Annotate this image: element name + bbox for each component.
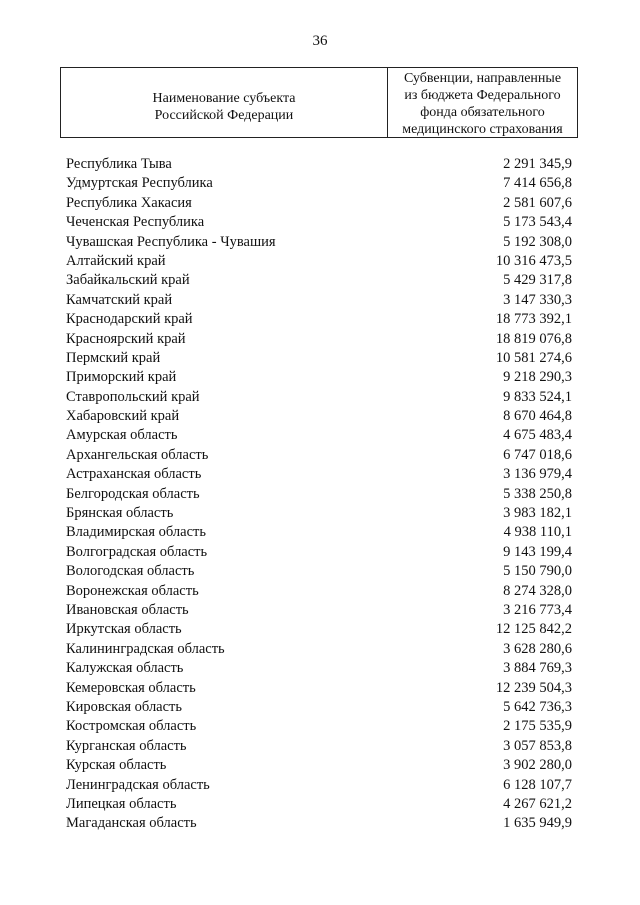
table-header — [60, 67, 578, 138]
table-row — [66, 640, 572, 659]
subvention-value: 10 581 274,6 — [495, 349, 572, 366]
table-row — [66, 310, 572, 329]
subvention-value: 18 773 392,1 — [495, 311, 572, 328]
header-region-label: Наименование субъекта Российской Федерации — [152, 90, 296, 123]
table-row — [66, 679, 572, 698]
subvention-value: 5 173 543,4 — [503, 214, 572, 231]
table-row — [66, 407, 572, 426]
table-row — [66, 698, 572, 717]
region-name: Калужская область — [66, 660, 184, 677]
subvention-value: 8 670 464,8 — [503, 408, 572, 425]
region-name: Вологодская область — [66, 563, 195, 580]
subvention-value: 3 902 280,0 — [503, 757, 572, 774]
subvention-value: 5 642 736,3 — [503, 698, 572, 715]
region-name: Приморский край — [66, 369, 177, 386]
table-row — [66, 330, 572, 349]
region-name: Амурская область — [66, 427, 178, 444]
table-row — [66, 194, 572, 213]
subvention-value: 18 819 076,8 — [495, 330, 572, 347]
table-row — [66, 271, 572, 290]
page-number: 36 — [312, 33, 328, 49]
table-row — [66, 620, 572, 639]
table-row — [66, 155, 572, 174]
region-name: Краснодарский край — [66, 311, 193, 328]
region-name: Калининградская область — [66, 640, 225, 657]
subvention-value: 2 291 345,9 — [503, 156, 572, 172]
table-row — [66, 426, 572, 445]
region-name: Ленинградская область — [66, 776, 210, 793]
table-row — [66, 174, 572, 193]
region-name: Курганская область — [66, 737, 187, 754]
region-name: Кемеровская область — [66, 679, 196, 696]
table-row — [66, 523, 572, 542]
region-name: Липецкая область — [66, 795, 177, 812]
table-row — [66, 465, 572, 484]
header-region-column — [61, 68, 388, 137]
region-name: Камчатский край — [66, 291, 173, 308]
table-row — [66, 543, 572, 562]
subvention-value: 3 884 769,3 — [503, 660, 572, 677]
region-name: Белгородская область — [66, 485, 200, 502]
subvention-value: 2 581 607,6 — [503, 194, 572, 211]
region-name: Удмуртская Республика — [66, 175, 213, 192]
table-row — [66, 737, 572, 756]
subvention-value: 6 747 018,6 — [503, 446, 572, 463]
region-name: Архангельская область — [66, 446, 209, 463]
subvention-value: 5 338 250,8 — [503, 485, 572, 502]
header-subvention-label: Субвенции, направленные из бюджета Федерального фонда обязательного медицинского страхования — [402, 70, 563, 137]
table-row — [66, 252, 572, 271]
subvention-value: 4 675 483,4 — [503, 427, 572, 444]
subvention-value: 1 635 949,9 — [503, 815, 572, 832]
table-row — [66, 582, 572, 601]
table-row — [66, 756, 572, 775]
table-row — [66, 388, 572, 407]
region-name: Владимирская область — [66, 524, 206, 541]
table-row — [66, 233, 572, 252]
table-row — [66, 504, 572, 523]
region-name: Иркутская область — [66, 621, 182, 638]
region-name: Хабаровский край — [66, 408, 180, 425]
table-row — [66, 213, 572, 232]
subvention-value: 9 218 290,3 — [503, 369, 572, 386]
subvention-value: 3 147 330,3 — [503, 291, 572, 308]
region-name: Ставропольский край — [66, 388, 200, 405]
subvention-value: 5 429 317,8 — [503, 272, 572, 289]
region-name: Кировская область — [66, 698, 183, 715]
subvention-value: 3 136 979,4 — [503, 466, 572, 483]
subvention-value: 5 150 790,0 — [503, 563, 572, 580]
table-row — [66, 349, 572, 368]
region-name: Астраханская область — [66, 466, 202, 483]
region-name: Красноярский край — [66, 330, 186, 347]
region-name: Чеченская Республика — [66, 214, 205, 231]
table-row — [66, 562, 572, 581]
region-name: Алтайский край — [66, 252, 166, 269]
table-row — [66, 717, 572, 736]
subvention-value: 4 938 110,1 — [503, 524, 572, 541]
subvention-value: 6 128 107,7 — [503, 776, 572, 793]
region-name: Республика Хакасия — [66, 194, 192, 211]
region-name: Костромская область — [66, 718, 197, 735]
table-row — [66, 368, 572, 387]
subvention-value: 9 143 199,4 — [503, 543, 572, 560]
region-name: Ивановская область — [66, 601, 189, 618]
region-name: Чувашская Республика - Чувашия — [66, 233, 276, 250]
table-row — [66, 659, 572, 678]
table-row — [66, 814, 572, 833]
subvention-value: 8 274 328,0 — [503, 582, 572, 599]
region-name: Курская область — [66, 757, 167, 774]
table-row — [66, 601, 572, 620]
region-name: Брянская область — [66, 505, 174, 522]
subvention-value: 3 983 182,1 — [503, 505, 572, 522]
region-name: Магаданская область — [66, 815, 197, 832]
table-row — [66, 795, 572, 814]
subvention-value: 3 216 773,4 — [503, 601, 572, 618]
subvention-value: 10 316 473,5 — [495, 252, 572, 269]
subvention-value: 12 125 842,2 — [495, 621, 572, 638]
table-row — [66, 446, 572, 465]
subvention-value: 3 057 853,8 — [503, 737, 572, 754]
region-name: Республика Тыва — [66, 156, 172, 172]
region-name: Забайкальский край — [66, 272, 190, 289]
subvention-value: 9 833 524,1 — [503, 388, 572, 405]
table-row — [66, 776, 572, 795]
subvention-value: 12 239 504,3 — [495, 679, 572, 696]
subvention-value: 2 175 535,9 — [503, 718, 572, 735]
subvention-value: 5 192 308,0 — [503, 233, 572, 250]
subvention-value: 4 267 621,2 — [503, 795, 572, 812]
table-row — [66, 485, 572, 504]
table-body — [66, 155, 572, 834]
region-name: Пермский край — [66, 349, 161, 366]
region-name: Воронежская область — [66, 582, 199, 599]
subvention-value: 7 414 656,8 — [503, 175, 572, 192]
subvention-value: 3 628 280,6 — [503, 640, 572, 657]
table-row — [66, 291, 572, 310]
region-name: Волгоградская область — [66, 543, 208, 560]
